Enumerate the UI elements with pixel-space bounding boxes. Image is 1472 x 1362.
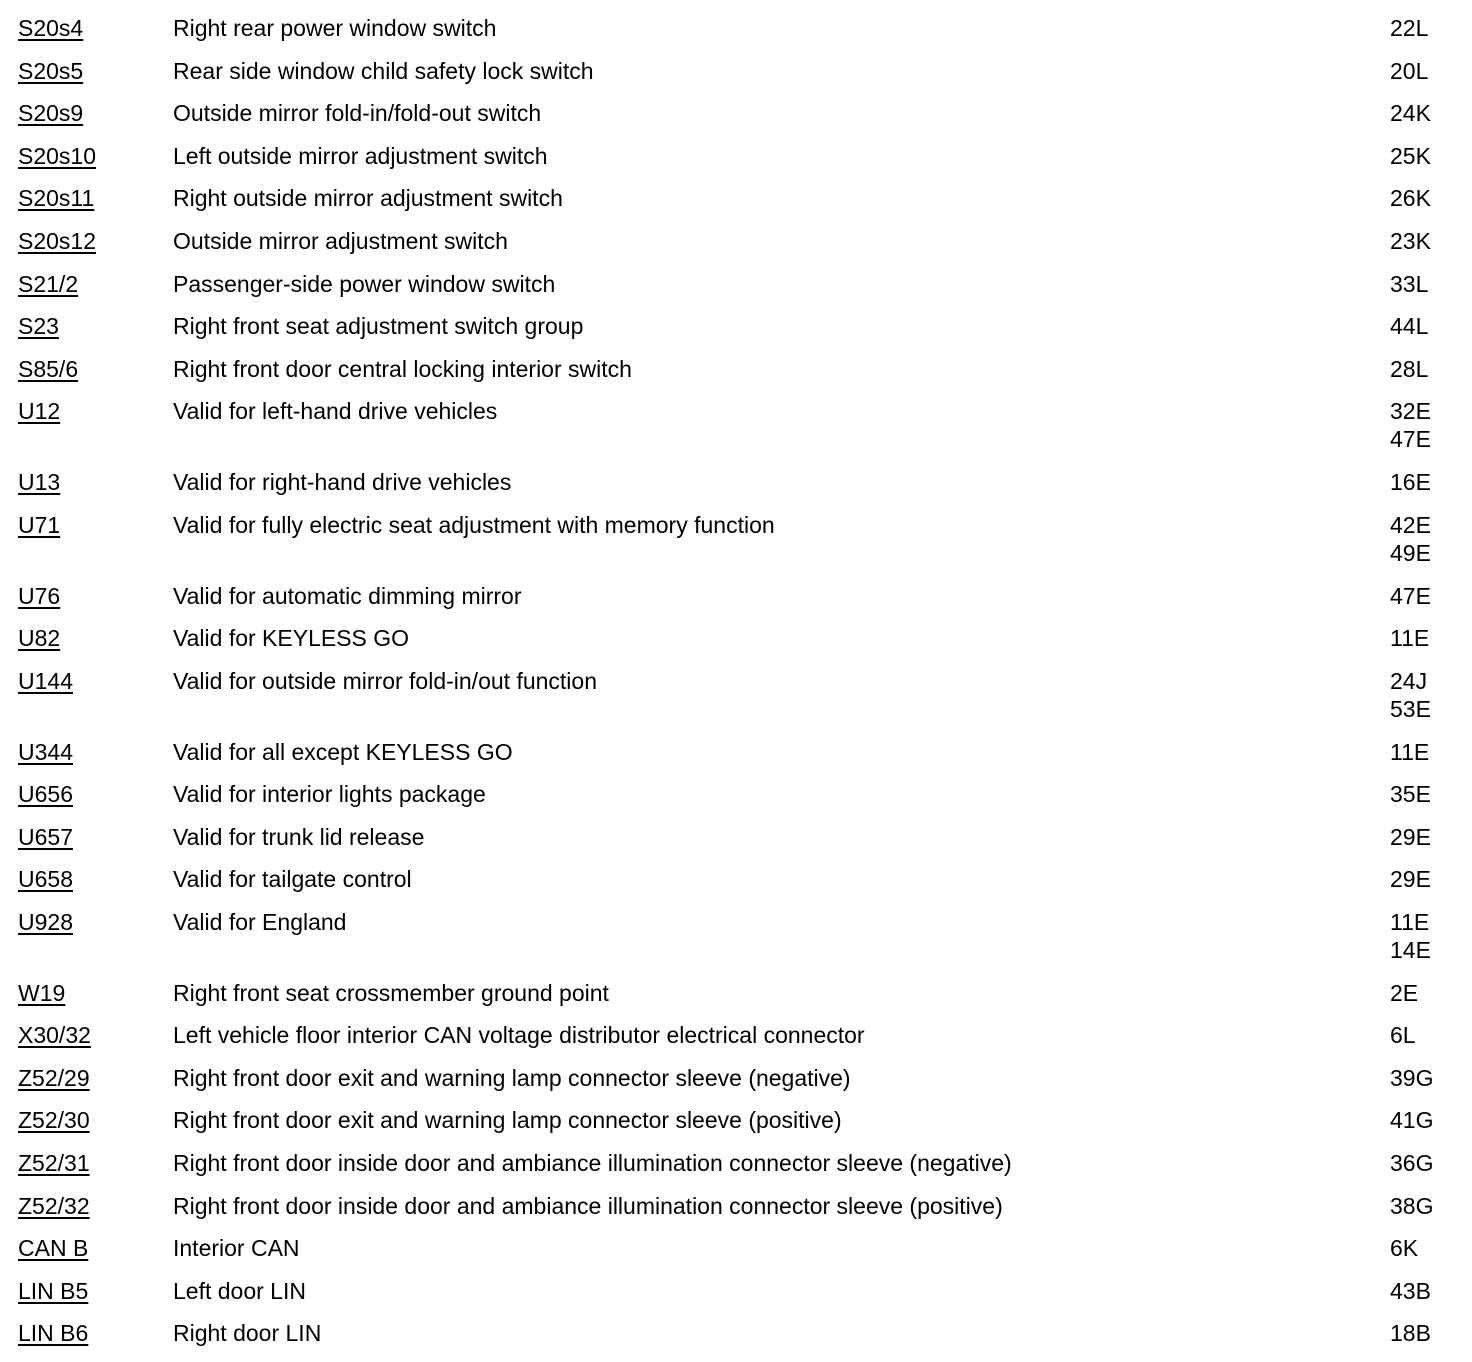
grid-reference: 18B: [1390, 1320, 1431, 1347]
component-code-link[interactable]: S23: [18, 313, 59, 340]
grid-reference-list: [1390, 227, 1472, 255]
component-code-link[interactable]: S85/6: [18, 355, 79, 382]
component-code-link[interactable]: S21/2: [18, 270, 79, 297]
component-code-link[interactable]: S20s9: [18, 100, 84, 127]
grid-reference-list: [1390, 624, 1472, 652]
legend-row: [0, 865, 1472, 908]
legend-row: [0, 355, 1472, 398]
grid-reference: 47E: [1390, 426, 1431, 453]
grid-reference-list: [1390, 1192, 1472, 1220]
grid-reference-list: [1390, 780, 1472, 808]
grid-reference: 6K: [1390, 1235, 1419, 1262]
grid-reference-list: [1390, 511, 1472, 567]
component-code-link[interactable]: CAN B: [18, 1235, 89, 1262]
grid-reference: 41G: [1390, 1107, 1434, 1134]
component-code-link[interactable]: U12: [18, 398, 61, 425]
grid-reference: 53E: [1390, 695, 1431, 722]
legend-row: [0, 397, 1472, 468]
grid-reference-list: [1390, 908, 1472, 964]
component-description: Right front door inside door and ambiance illumination connector sleeve (positive): [173, 1192, 1003, 1219]
component-code-link[interactable]: S20s5: [18, 57, 84, 84]
legend-row: [0, 57, 1472, 100]
legend-row: [0, 312, 1472, 355]
grid-reference-list: [1390, 270, 1472, 298]
grid-reference-list: [1390, 468, 1472, 496]
component-code-link[interactable]: U71: [18, 511, 61, 538]
component-description: Valid for right-hand drive vehicles: [173, 469, 512, 496]
legend-row: [0, 142, 1472, 185]
grid-reference: 43B: [1390, 1277, 1431, 1304]
grid-reference-list: [1390, 823, 1472, 851]
component-code-link[interactable]: U344: [18, 738, 73, 765]
component-code-link[interactable]: U656: [18, 781, 73, 808]
component-code-link[interactable]: U13: [18, 469, 61, 496]
component-description: Left vehicle floor interior CAN voltage distributor electrical connector: [173, 1022, 865, 1049]
grid-reference: 47E: [1390, 582, 1431, 609]
component-description: Right front door inside door and ambiance illumination connector sleeve (negative): [173, 1150, 1012, 1177]
component-code-link[interactable]: U928: [18, 908, 73, 935]
legend-row: [0, 1319, 1472, 1362]
legend-row: [0, 1021, 1472, 1064]
grid-reference: 33L: [1390, 270, 1429, 297]
grid-reference: 11E: [1390, 738, 1430, 765]
component-description: Valid for England: [173, 908, 347, 935]
grid-reference: 14E: [1390, 936, 1431, 963]
component-description: Valid for interior lights package: [173, 781, 486, 808]
grid-reference: 16E: [1390, 469, 1431, 496]
component-description: Valid for KEYLESS GO: [173, 625, 410, 652]
legend-row: [0, 511, 1472, 582]
grid-reference: 6L: [1390, 1022, 1416, 1049]
grid-reference: 24K: [1390, 100, 1431, 127]
grid-reference: 24J: [1390, 667, 1428, 694]
component-description: Valid for left-hand drive vehicles: [173, 398, 498, 425]
component-code-link[interactable]: W19: [18, 979, 66, 1006]
grid-reference: 35E: [1390, 781, 1431, 808]
legend-row: [0, 184, 1472, 227]
component-description: Outside mirror fold-in/fold-out switch: [173, 100, 542, 127]
grid-reference: 23K: [1390, 227, 1431, 254]
legend-row: [0, 823, 1472, 866]
legend-row: [0, 1064, 1472, 1107]
grid-reference: 49E: [1390, 539, 1431, 566]
grid-reference-list: [1390, 57, 1472, 85]
component-description: Valid for all except KEYLESS GO: [173, 738, 513, 765]
grid-reference: 2E: [1390, 979, 1419, 1006]
grid-reference: 28L: [1390, 355, 1429, 382]
legend-row: [0, 1277, 1472, 1320]
component-description: Right front seat adjustment switch group: [173, 313, 584, 340]
legend-row: [0, 780, 1472, 823]
legend-row: [0, 468, 1472, 511]
component-code-link[interactable]: S20s11: [18, 185, 95, 212]
component-description: Valid for fully electric seat adjustment with memory function: [173, 511, 775, 538]
grid-reference-list: [1390, 184, 1472, 212]
grid-reference-list: [1390, 1021, 1472, 1049]
grid-reference: 22L: [1390, 15, 1429, 41]
component-description: Valid for automatic dimming mirror: [173, 582, 522, 609]
component-code-link[interactable]: Z52/31: [18, 1150, 90, 1177]
grid-reference: 39G: [1390, 1064, 1434, 1091]
grid-reference: 29E: [1390, 866, 1431, 893]
grid-reference-list: [1390, 312, 1472, 340]
component-description: Outside mirror adjustment switch: [173, 227, 508, 254]
component-description: Right front door central locking interior switch: [173, 355, 632, 382]
component-code-link[interactable]: Z52/32: [18, 1192, 90, 1219]
grid-reference-list: [1390, 1106, 1472, 1134]
grid-reference: 11E: [1390, 908, 1430, 935]
grid-reference: 36G: [1390, 1150, 1434, 1177]
legend-row: [0, 227, 1472, 270]
component-code-link[interactable]: S20s4: [18, 15, 84, 41]
component-code-link[interactable]: U658: [18, 866, 73, 893]
grid-reference-list: [1390, 1149, 1472, 1177]
grid-reference-list: [1390, 1234, 1472, 1262]
component-description: Interior CAN: [173, 1235, 300, 1262]
grid-reference-list: [1390, 1064, 1472, 1092]
grid-reference: 11E: [1390, 625, 1430, 652]
legend-row: [0, 1234, 1472, 1277]
legend-row: [0, 1106, 1472, 1149]
component-code-link[interactable]: S20s12: [18, 227, 97, 254]
component-code-link[interactable]: Z52/30: [18, 1107, 90, 1134]
component-description: Right rear power window switch: [173, 15, 497, 41]
grid-reference-list: [1390, 1319, 1472, 1347]
grid-reference-list: [1390, 99, 1472, 127]
component-code-link[interactable]: Z52/29: [18, 1064, 90, 1091]
legend-row: [0, 979, 1472, 1022]
component-description: Right front seat crossmember ground point: [173, 979, 609, 1006]
component-description: Right front door exit and warning lamp connector sleeve (negative): [173, 1064, 851, 1091]
legend-row: [0, 14, 1472, 57]
grid-reference-list: [1390, 397, 1472, 453]
grid-reference-list: [1390, 1277, 1472, 1305]
grid-reference-list: [1390, 142, 1472, 170]
component-code-link[interactable]: U82: [18, 625, 61, 652]
component-code-link[interactable]: U144: [18, 667, 73, 694]
component-code-link[interactable]: S20s10: [18, 142, 97, 169]
component-code-link[interactable]: U657: [18, 823, 73, 850]
legend-row: [0, 908, 1472, 979]
component-description: Rear side window child safety lock switch: [173, 57, 594, 84]
grid-reference-list: [1390, 979, 1472, 1007]
grid-reference-list: [1390, 355, 1472, 383]
component-code-link[interactable]: LIN B5: [18, 1277, 89, 1304]
grid-reference-list: [1390, 582, 1472, 610]
grid-reference: 20L: [1390, 57, 1429, 84]
grid-reference-list: [1390, 738, 1472, 766]
legend-row: [0, 1149, 1472, 1192]
legend-row: [0, 99, 1472, 142]
component-code-link[interactable]: X30/32: [18, 1022, 91, 1049]
component-description: Valid for trunk lid release: [173, 823, 425, 850]
component-description: Left door LIN: [173, 1277, 306, 1304]
grid-reference: 38G: [1390, 1192, 1434, 1219]
component-description: Passenger-side power window switch: [173, 270, 556, 297]
grid-reference-list: [1390, 865, 1472, 893]
component-code-link[interactable]: U76: [18, 582, 61, 609]
component-description: Right front door exit and warning lamp connector sleeve (positive): [173, 1107, 842, 1134]
component-description: Valid for outside mirror fold-in/out function: [173, 667, 597, 694]
legend-row: [0, 667, 1472, 738]
grid-reference: 32E: [1390, 398, 1431, 425]
component-description: Left outside mirror adjustment switch: [173, 142, 548, 169]
component-description: Valid for tailgate control: [173, 866, 412, 893]
grid-reference-list: [1390, 14, 1472, 42]
grid-reference: 25K: [1390, 142, 1431, 169]
component-code-link[interactable]: LIN B6: [18, 1320, 89, 1347]
legend-row: [0, 738, 1472, 781]
grid-reference: 44L: [1390, 313, 1429, 340]
legend-row: [0, 270, 1472, 313]
legend-row: [0, 624, 1472, 667]
component-description: Right outside mirror adjustment switch: [173, 185, 563, 212]
legend-row: [0, 1192, 1472, 1235]
grid-reference: 29E: [1390, 823, 1431, 850]
grid-reference: 42E: [1390, 511, 1431, 538]
grid-reference: 26K: [1390, 185, 1431, 212]
legend-row: [0, 582, 1472, 625]
grid-reference-list: [1390, 667, 1472, 723]
component-description: Right door LIN: [173, 1320, 322, 1347]
